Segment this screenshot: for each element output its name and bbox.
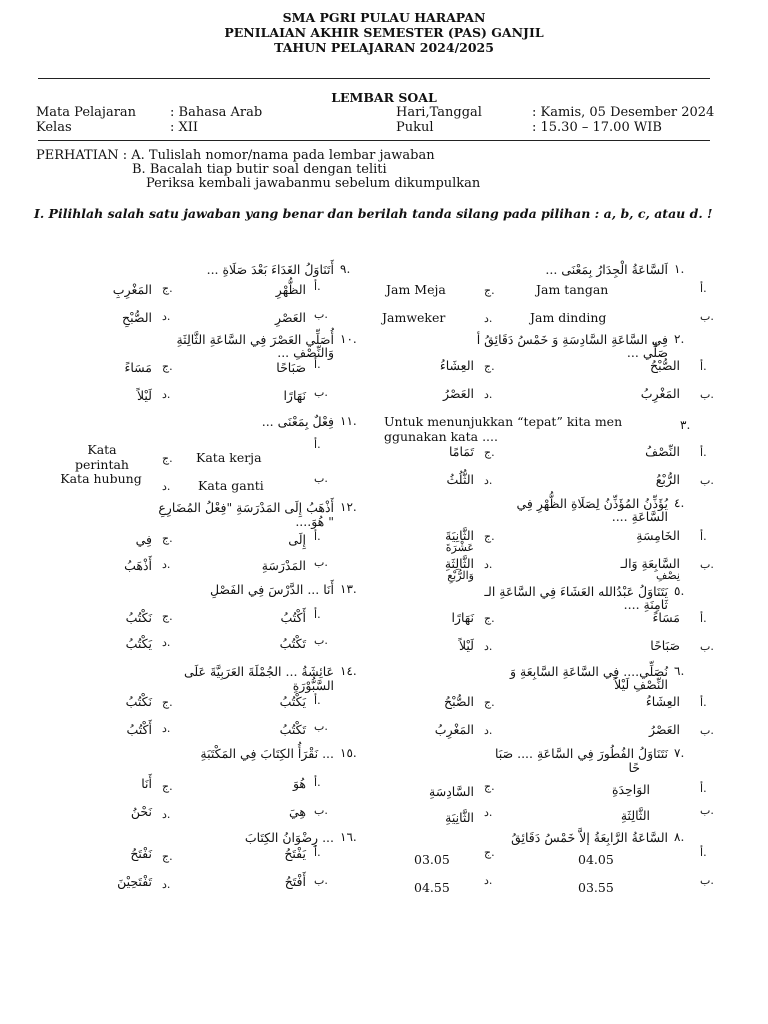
q8-label-d: د. — [484, 874, 493, 887]
q12-option-c[interactable]: فِي — [135, 532, 152, 547]
q1-option-d[interactable]: Jamweker — [382, 310, 446, 325]
q10-number: ١٠. — [340, 332, 357, 346]
q8-option-a[interactable]: 04.05 — [578, 852, 614, 867]
q8-option-c[interactable]: 03.05 — [414, 852, 450, 867]
q11-option-d[interactable]: Kata hubung — [60, 471, 142, 486]
q9-option-a[interactable]: الظُّهْرِ — [275, 282, 306, 297]
q9-label-d: د. — [162, 310, 171, 323]
q16-label-d: د. — [162, 878, 171, 891]
q2-text-2: صَلِّي ... — [626, 345, 668, 360]
q1-option-b[interactable]: Jam dinding — [530, 310, 607, 325]
q2-option-d[interactable]: العَصْرُ — [442, 386, 474, 401]
q14-text: عَائِشَةُ ... الجُمْلَةَ العَرَبِيَّةَ عَلَى — [183, 664, 334, 679]
q3-text-2: ggunakan kata .... — [384, 429, 498, 444]
q5-text-2: ثَامِنَةِ .... — [623, 597, 668, 612]
q13-label-d: د. — [162, 636, 171, 649]
q5-label-d: د. — [484, 640, 493, 653]
q3-option-b[interactable]: الرُّبْعُ — [655, 472, 680, 487]
q3-option-d[interactable]: الثُّلُثُ — [446, 472, 474, 487]
time-value: : 15.30 – 17.00 WIB — [532, 120, 662, 135]
q11-label-b: ب. — [314, 472, 328, 485]
q15-label-a: أ. — [314, 776, 321, 789]
q10-option-b[interactable]: نَهَارًا — [283, 388, 306, 403]
q10-label-d: د. — [162, 388, 171, 401]
exam-name: PENILAIAN AKHIR SEMESTER (PAS) GANJIL — [224, 25, 544, 40]
q5-option-a[interactable]: مَسَاءً — [652, 610, 680, 625]
q5-option-b[interactable]: صَبَاحًا — [650, 638, 680, 653]
q7-option-a[interactable]: الوَاحِدَةِ — [611, 782, 650, 797]
q11-label-a: أ. — [314, 438, 321, 451]
subject-value: : Bahasa Arab — [170, 105, 263, 120]
q12-label-c: ج. — [162, 532, 173, 545]
q4-number: ٤. — [674, 496, 685, 510]
q8-number: ٨. — [674, 830, 685, 844]
q4-label-b: ب. — [700, 558, 714, 571]
attention-a: PERHATIAN : A. Tulislah nomor/nama pada lembar jawaban — [36, 148, 435, 163]
q15-option-a[interactable]: هُوَ — [292, 776, 306, 791]
q7-label-a: أ. — [700, 782, 707, 795]
q12-text-2: " هُوَ.... — [295, 514, 334, 529]
q3-text: Untuk menunjukkan “tepat” kita men — [384, 414, 623, 429]
q11-option-c[interactable]: Kata perintah — [75, 442, 129, 472]
q11-label-c: ج. — [162, 452, 173, 465]
q16-number: ١٦. — [340, 830, 357, 844]
q4-option-d[interactable]: الثَّالِثَةِ — [444, 556, 474, 571]
q15-option-b[interactable]: هِيَ — [288, 804, 306, 819]
q5-label-a: أ. — [700, 612, 707, 625]
q8-label-a: أ. — [700, 846, 707, 859]
q4-label-d: د. — [484, 558, 493, 571]
sheet-title: LEMBAR SOAL — [331, 90, 437, 105]
q8-option-b[interactable]: 03.55 — [578, 880, 614, 895]
q2-text: فِي السَّاعَةِ السَّادِسَةِ وَ خَمْسُ دَقَائِقُ أ — [476, 332, 668, 347]
q12-option-a[interactable]: إِلَى — [288, 532, 306, 547]
q10-label-b: ب. — [314, 386, 328, 399]
q12-option-d[interactable]: أَذْهَبُ — [124, 558, 152, 573]
q12-number: ١٢. — [340, 500, 357, 514]
q14-label-d: د. — [162, 722, 171, 735]
q4-option-a[interactable]: الخَامِسَةِ — [636, 528, 680, 543]
q14-label-b: ب. — [314, 720, 328, 733]
q14-option-b[interactable]: تَكْتُبُ — [279, 722, 306, 737]
q5-number: ٥. — [674, 584, 685, 598]
school-name: SMA PGRI PULAU HARAPAN — [282, 10, 486, 25]
q1-option-a[interactable]: Jam tangan — [536, 282, 609, 297]
q11-option-b[interactable]: Kata ganti — [198, 478, 264, 493]
q15-label-c: ج. — [162, 780, 173, 793]
q4-label-c: ج. — [484, 530, 495, 543]
q14-label-c: ج. — [162, 696, 173, 709]
section-instruction: I. Pilihlah salah satu jawaban yang benar dan berilah tanda silang pada pilihan : a, b, c, atau d. ! — [34, 206, 713, 221]
q2-option-c[interactable]: العِشَاءُ — [439, 358, 474, 373]
q6-option-c[interactable]: الصُّبْحُ — [444, 694, 474, 709]
q14-option-d[interactable]: أَكْتُبُ — [126, 722, 152, 737]
class-label: Kelas — [36, 120, 72, 135]
q11-text: فِعْلٌ بِمَعْنَى ... — [261, 414, 334, 429]
q2-label-b: ب. — [700, 388, 714, 401]
time-label: Pukul — [396, 120, 434, 135]
q6-option-b[interactable]: العَصْرُ — [648, 722, 680, 737]
q10-label-c: ج. — [162, 360, 173, 373]
q10-option-d[interactable]: لَيْلاً — [136, 388, 152, 403]
q12-label-a: أ. — [314, 530, 321, 543]
q12-label-d: د. — [162, 558, 171, 571]
q5-label-b: ب. — [700, 640, 714, 653]
attention-c: Periksa kembali jawabanmu sebelum dikumpulkan — [146, 176, 481, 191]
q3-number: ٣. — [680, 418, 691, 432]
q14-option-c[interactable]: نَكْتُبُ — [125, 694, 152, 709]
q6-label-a: أ. — [700, 696, 707, 709]
q9-option-c[interactable]: المَغْرِبِ — [112, 282, 152, 297]
q4-option-b[interactable]: السَّابِعَةِ وَالـ — [620, 556, 680, 571]
q9-label-a: أ. — [314, 280, 321, 293]
q7-option-b[interactable]: الثَّالِثَةِ — [620, 808, 650, 823]
q3-option-a[interactable]: النِّصْفُ — [645, 444, 680, 459]
q16-option-c[interactable]: نَفْتَحُ — [130, 846, 152, 861]
q14-text-2: السَّبُّوْرَةِ — [292, 678, 334, 693]
q10-text-2: وَالنِّصْفِ ... — [277, 345, 334, 360]
q1-option-c[interactable]: Jam Meja — [386, 282, 446, 297]
q9-label-b: ب. — [314, 308, 328, 321]
q13-label-a: أ. — [314, 608, 321, 621]
q7-label-b: ب. — [700, 804, 714, 817]
q6-label-d: د. — [484, 724, 493, 737]
q1-text: اَلسَّاعَةُ الْجِدَارُ بِمَعْنَى ... — [545, 262, 668, 277]
q16-label-b: ب. — [314, 874, 328, 887]
q16-option-b[interactable]: أَفْتَحُ — [284, 874, 306, 889]
q4-label-a: أ. — [700, 530, 707, 543]
q1-number: ١. — [674, 262, 685, 276]
q3-option-c[interactable]: تَمَامًا — [448, 444, 474, 459]
q3-label-b: ب. — [700, 474, 714, 487]
q1-label-c: ج. — [484, 284, 495, 297]
q12-label-b: ب. — [314, 556, 328, 569]
q15-label-d: د. — [162, 808, 171, 821]
q6-option-d[interactable]: المَغْرِبُ — [434, 722, 474, 737]
q1-label-b: ب. — [700, 310, 714, 323]
q9-option-b[interactable]: العَصْرِ — [274, 310, 306, 325]
q13-label-b: ب. — [314, 634, 328, 647]
q15-number: ١٥. — [340, 746, 357, 760]
q16-option-d[interactable]: تَفْتَحِيْنَ — [117, 874, 152, 889]
q7-label-d: د. — [484, 806, 493, 819]
q13-number: ١٣. — [340, 582, 357, 596]
school-year: TAHUN PELAJARAN 2024/2025 — [274, 40, 494, 55]
q2-label-c: ج. — [484, 360, 495, 373]
q7-label-c: ج. — [484, 780, 495, 793]
q13-option-a[interactable]: أَكْتُبُ — [280, 610, 306, 625]
q6-text-2: النِّصْفِ لَيْلاً — [614, 677, 668, 692]
q6-option-a[interactable]: العِشَاءُ — [645, 694, 680, 709]
q8-label-c: ج. — [484, 846, 495, 859]
q10-label-a: أ. — [314, 358, 321, 371]
q14-option-a[interactable]: يَكْتُبُ — [279, 694, 306, 709]
q8-label-b: ب. — [700, 874, 714, 887]
q10-option-a[interactable]: صَبَاحًا — [276, 360, 306, 375]
q3-label-a: أ. — [700, 446, 707, 459]
q4-option-c[interactable]: الثَّانِيَةَ — [445, 528, 474, 543]
q4-text-2: السَّاعَةِ .... — [611, 509, 668, 524]
q5-text: يَتَنَاوَلُ عَبْدُالله العَشَاءَ فِي السَّاعَةِ الـ — [484, 584, 668, 599]
q4-option-d-2: وَالرُّبْعِ — [447, 569, 474, 582]
q16-label-a: أ. — [314, 846, 321, 859]
q12-option-b[interactable]: المَدْرَسَةِ — [261, 558, 306, 573]
q7-number: ٧. — [674, 746, 685, 760]
header-divider — [38, 78, 710, 79]
q11-option-a[interactable]: Kata kerja — [196, 450, 262, 465]
q8-option-d[interactable]: 04.55 — [414, 880, 450, 895]
class-value: : XII — [170, 120, 199, 135]
q7-option-d[interactable]: الثَّانِيَةِ — [445, 810, 474, 825]
q13-label-c: ج. — [162, 610, 173, 623]
q14-label-a: أ. — [314, 694, 321, 707]
q4-text: يُؤَذِّنُ المُؤَذِّنُ لِصَلَاةِ الظُّهْرِ فِي — [516, 496, 668, 511]
q2-option-b[interactable]: المَغْرِبُ — [640, 386, 680, 401]
q9-label-c: ج. — [162, 282, 173, 295]
q9-text: أَتَنَاوَلُ الغَدَاءَ بَعْدَ صَلَاةِ ... — [206, 262, 334, 277]
q15-label-b: ب. — [314, 804, 328, 817]
q8-text: السَّاعَةُ الرَّابِعَةُ إلاَّ خَمْسُ دَقَائِقُ — [511, 830, 668, 845]
q10-text: أُصَلِّي العَصْرَ فِي السَّاعَةِ الثَّالِثَةِ — [176, 332, 334, 347]
q16-text: ... رِضْوَانُ الكِتَابَ — [244, 830, 334, 845]
q16-label-c: ج. — [162, 850, 173, 863]
q4-option-b-2: نِصْفِ — [656, 569, 680, 582]
q14-number: ١٤. — [340, 664, 357, 678]
q15-text: ... نَقْرَأُ الكِتَابَ فِي المَكْتَبَةِ — [200, 746, 334, 761]
q6-number: ٦. — [674, 664, 685, 678]
q16-option-a[interactable]: يَفْتَحُ — [284, 846, 306, 861]
q2-label-d: د. — [484, 388, 493, 401]
q5-option-c[interactable]: نَهَارًا — [451, 610, 474, 625]
date-label: Hari,Tanggal — [396, 105, 482, 120]
q4-option-c-2: عَشْرَةَ — [445, 541, 474, 554]
q2-option-a[interactable]: الصُّبْحُ — [650, 358, 680, 373]
q7-text-2: حًا — [628, 760, 640, 775]
q2-label-a: أ. — [700, 360, 707, 373]
date-value: : Kamis, 05 Desember 2024 — [532, 105, 715, 120]
q5-option-d[interactable]: لَيْلاً — [458, 638, 474, 653]
q7-text: نَتَنَاوَلُ الفُطُورَ فِي السَّاعَةِ .... صَبَا — [494, 746, 668, 761]
q9-option-d[interactable]: الصُّبْحِ — [122, 310, 152, 325]
q6-label-c: ج. — [484, 696, 495, 709]
q15-option-c[interactable]: أَنَا — [141, 776, 152, 791]
q9-number: ٩. — [340, 262, 351, 276]
subject-label: Mata Pelajaran — [36, 105, 137, 120]
q3-label-d: د. — [484, 474, 493, 487]
q13-text: أَنَا ... الدَّرْسَ فِي الفَصْلِ — [209, 582, 334, 597]
info-divider — [38, 140, 710, 141]
q15-option-d[interactable]: نَحْنُ — [130, 804, 152, 819]
q11-number: ١١. — [340, 414, 357, 428]
q13-option-c[interactable]: نَكْتُبُ — [125, 610, 152, 625]
q13-option-b[interactable]: تَكْتُبُ — [279, 636, 306, 651]
q13-option-d[interactable]: يَكْتُبُ — [125, 636, 152, 651]
q6-text: نُصَلِّي.... فِي السَّاعَةِ السَّابِعَةِ وَ — [510, 664, 668, 679]
q1-label-a: أ. — [700, 282, 707, 295]
q12-text: أَذْهَبُ إِلَى المَدْرَسَةِ "فِعْلُ المُضَارِعِ — [158, 500, 334, 515]
q2-number: ٢. — [674, 332, 685, 346]
q5-label-c: ج. — [484, 612, 495, 625]
q6-label-b: ب. — [700, 724, 714, 737]
q10-option-c[interactable]: مَسَاءً — [124, 360, 152, 375]
q1-label-d: د. — [484, 312, 493, 325]
attention-b: B. Bacalah tiap butir soal dengan teliti — [132, 162, 387, 177]
q3-label-c: ج. — [484, 446, 495, 459]
q11-label-d: د. — [162, 480, 171, 493]
q7-option-c[interactable]: السَّادِسَةِ — [429, 784, 474, 799]
